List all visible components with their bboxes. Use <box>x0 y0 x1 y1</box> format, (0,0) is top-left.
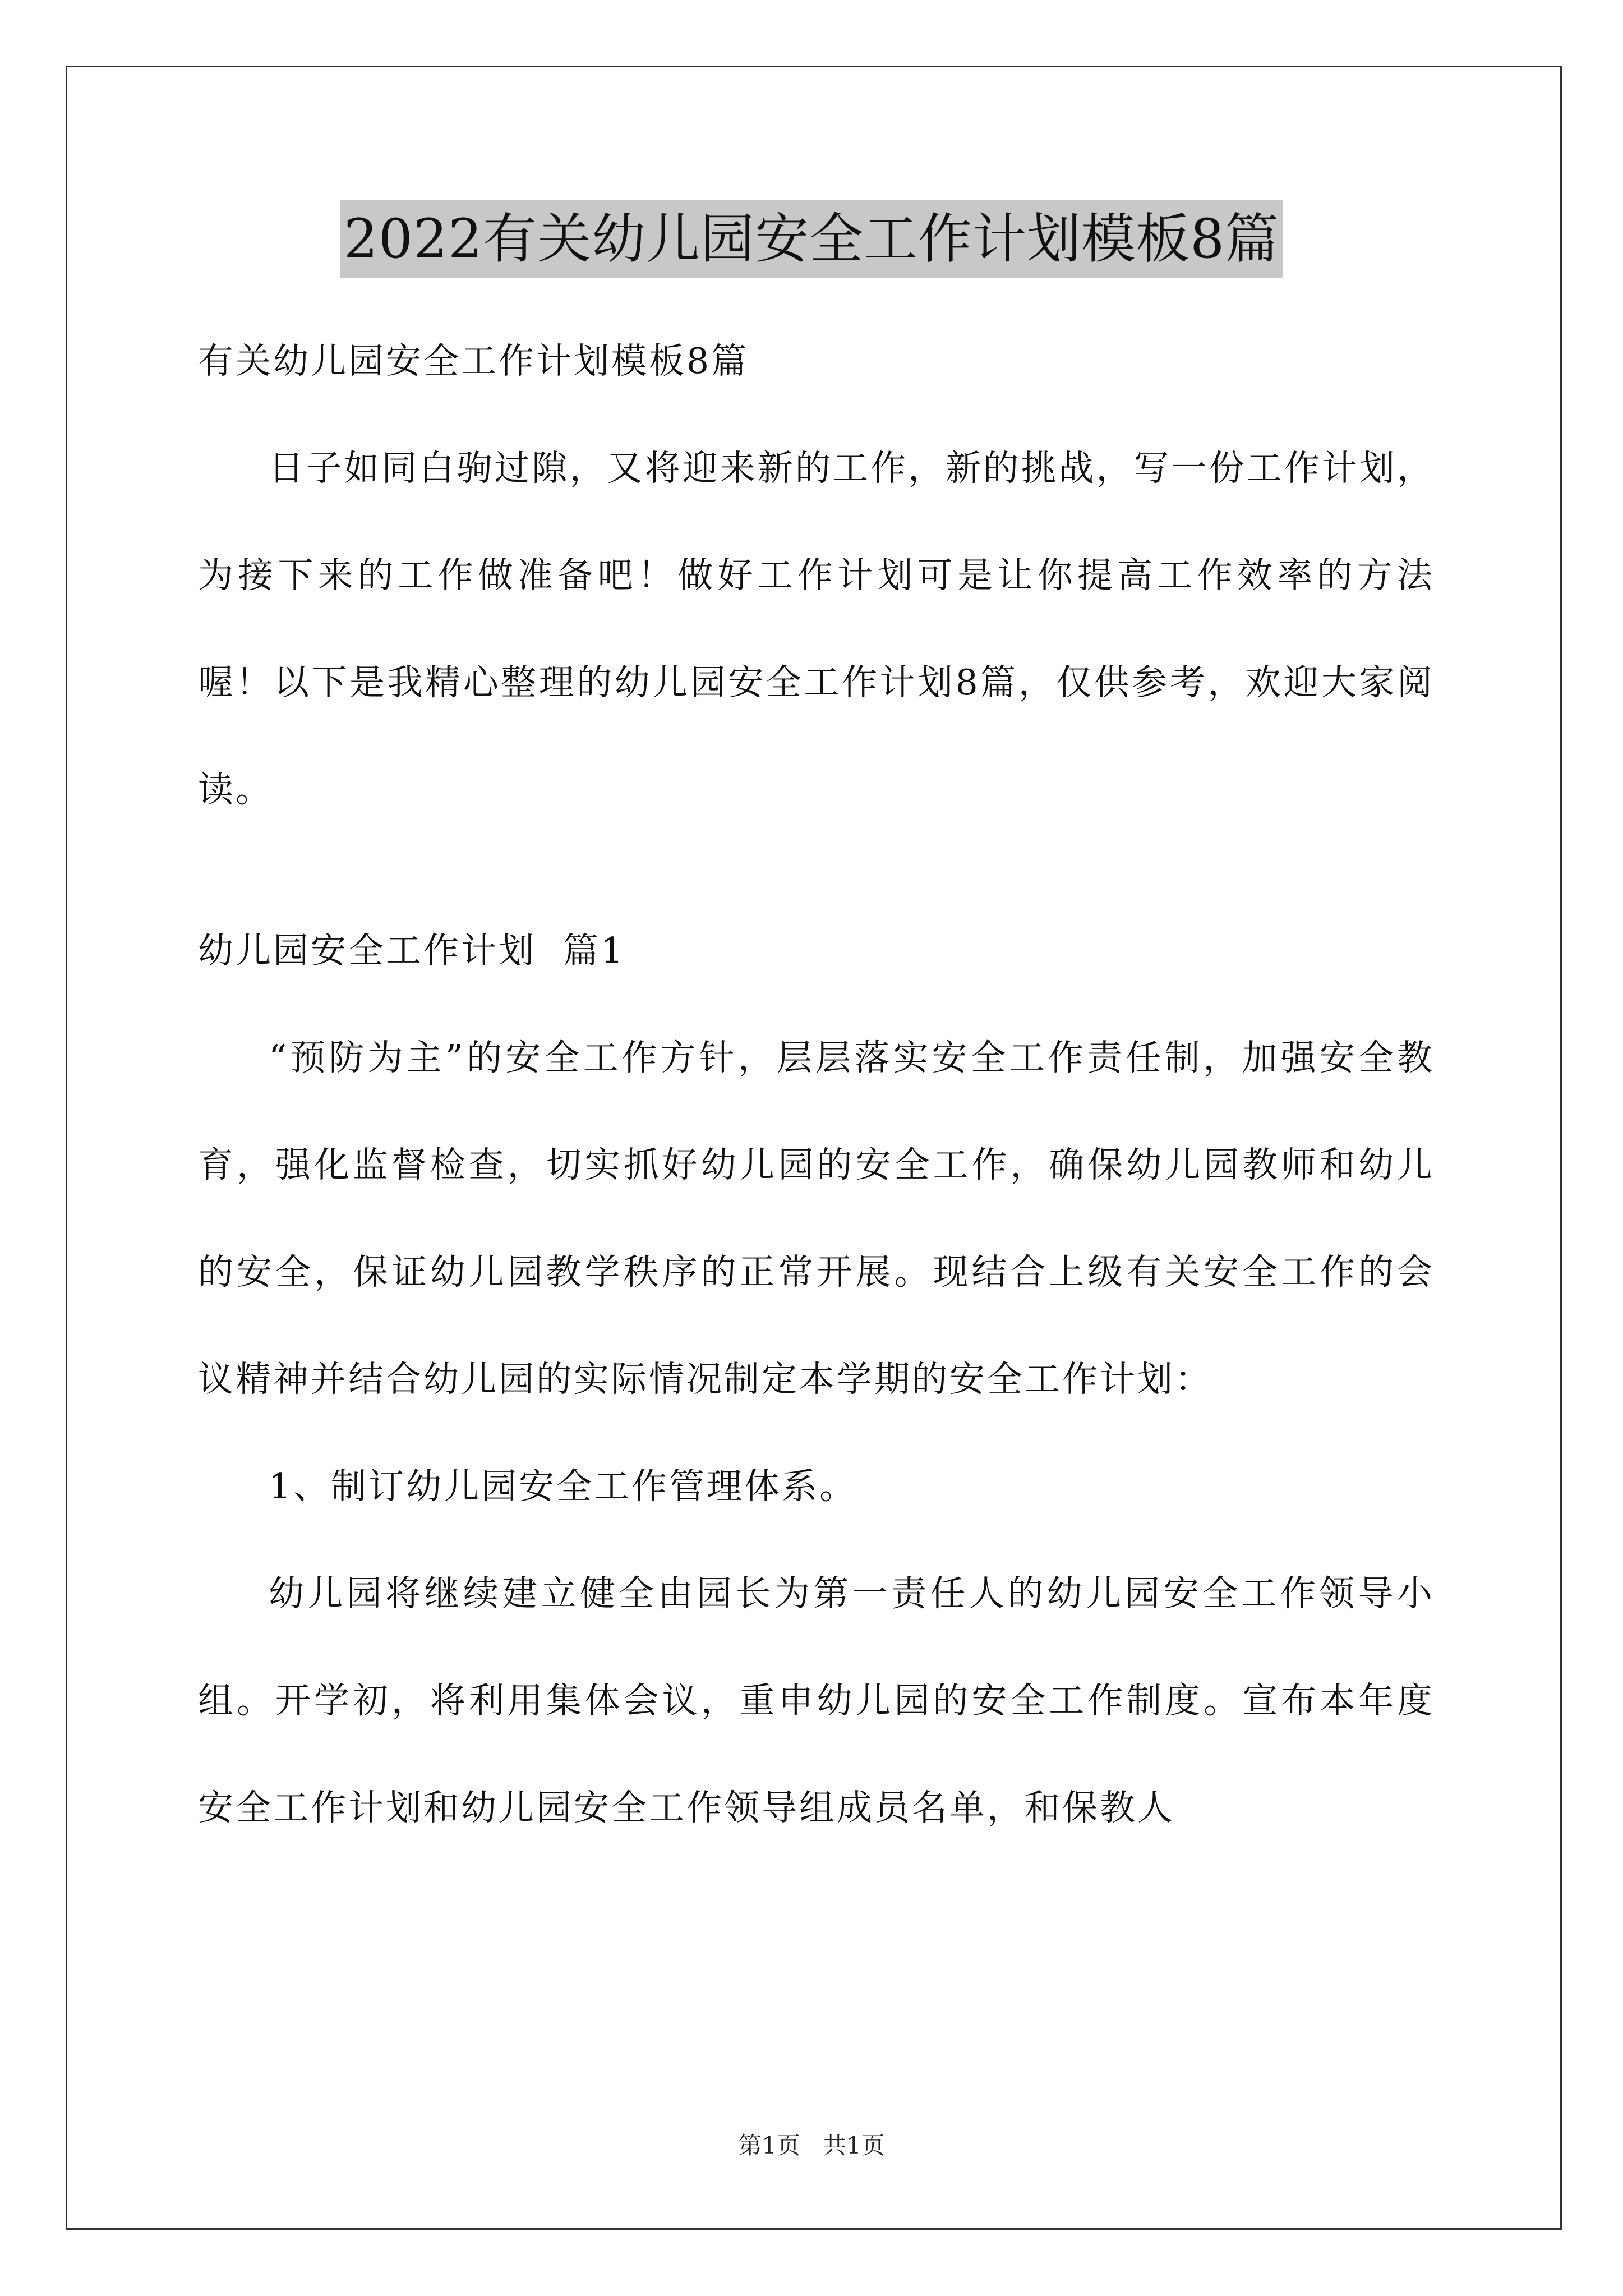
page-footer <box>0 2129 1623 2162</box>
document-title: 2022有关幼儿园安全工作计划模板8篇 <box>340 200 1283 278</box>
title-container <box>0 200 1623 278</box>
section-paragraph-2: 幼儿园将继续建立健全由园长为第一责任人的幼儿园安全工作领导小组。开学初，将利用集体会议，重申幼儿园的安全工作制度。宣布本年度安全工作计划和幼儿园安全工作领导组成员名单，和保教人 <box>198 1573 1435 1828</box>
section-paragraph-1: “预防为主”的安全工作方针，层层落实安全工作责任制，加强安全教育，强化监督检查，切实抓好幼儿园的安全工作，确保幼儿园教师和幼儿的安全，保证幼儿园教学秩序的正常开展。现结合上级有关安全工作的会议精神并结合幼儿园的实际情况制定本学期的安全工作计划： <box>198 1037 1435 1400</box>
page-number-total: 共1页 <box>823 2132 885 2159</box>
page-number-current: 第1页 <box>738 2132 800 2159</box>
section-spacer <box>198 843 1435 897</box>
list-item-1: 1、制订幼儿园安全工作管理体系。 <box>269 1466 857 1507</box>
document-body <box>198 307 1435 1861</box>
intro-paragraph: 日子如同白驹过隙，又将迎来新的工作，新的挑战，写一份工作计划，为接下来的工作做准备吧！做好工作计划可是让你提高工作效率的方法喔！以下是我精心整理的幼儿园安全工作计划8篇，仅供参考，欢迎大家阅读。 <box>198 448 1435 810</box>
document-subtitle: 有关幼儿园安全工作计划模板8篇 <box>198 341 749 381</box>
section-heading: 幼儿园安全工作计划 篇1 <box>198 930 626 971</box>
